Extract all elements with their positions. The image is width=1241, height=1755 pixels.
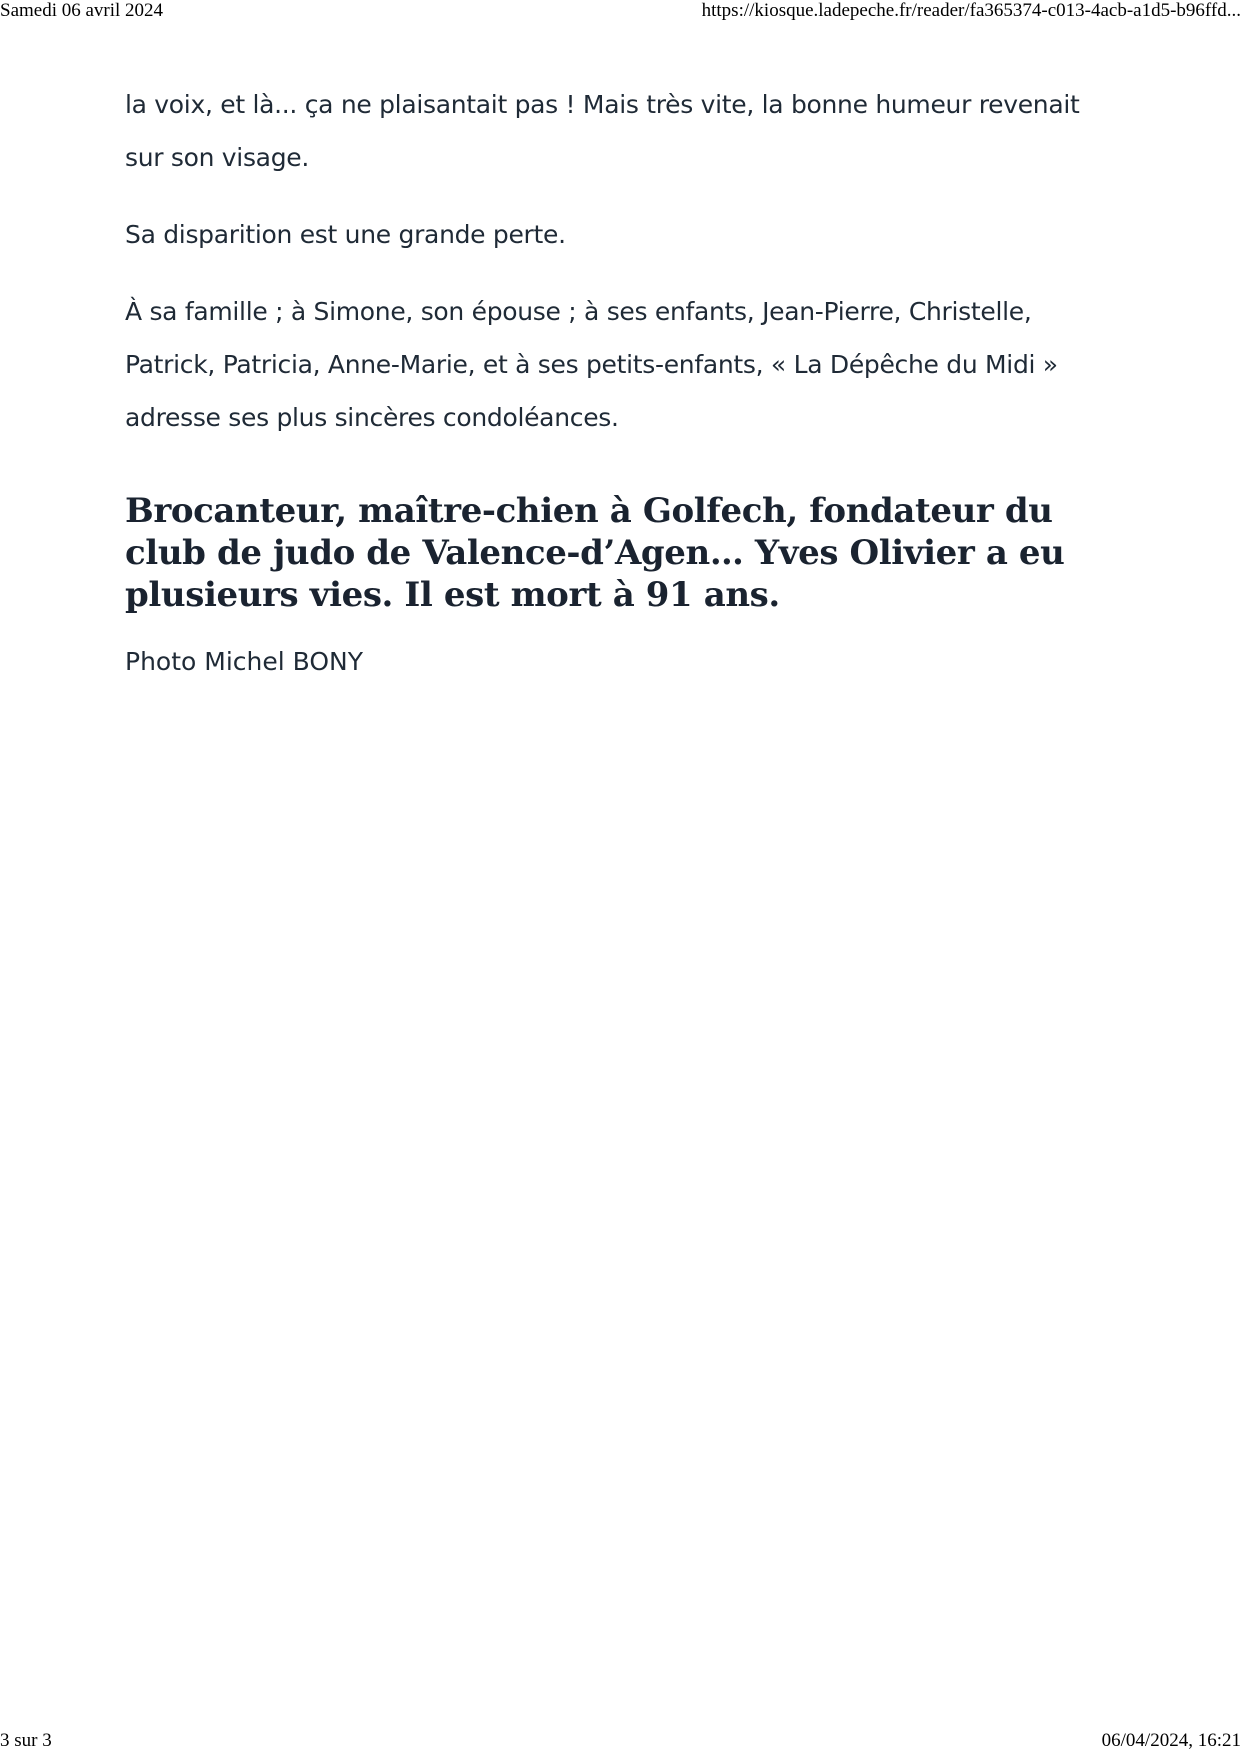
article-paragraph-continued: la voix, et là... ça ne plaisantait pas ! Mais très vite, la bonne humeur revenait sur son visage.	[125, 90, 1080, 172]
print-footer	[0, 1730, 1241, 1754]
print-header	[0, 0, 1241, 24]
photo-credit: Photo Michel BONY	[125, 647, 364, 676]
photo-headline: Brocanteur, maître-chien à Golfech, fondateur du club de judo de Valence-d’Agen… Yves Olivier a eu plusieurs vies. Il est mort à 91 ans.	[125, 491, 1065, 615]
page-number: 3 sur 3	[0, 1730, 52, 1751]
print-date: Samedi 06 avril 2024	[0, 0, 164, 21]
article-body	[125, 78, 1125, 678]
print-url: https://kiosque.ladepeche.fr/reader/fa365374-c013-4acb-a1d5-b96ffd...	[701, 0, 1241, 21]
article-paragraph-condolences: À sa famille ; à Simone, son épouse ; à ses enfants, Jean-Pierre, Christelle, Patrick, Patricia, Anne-Marie, et à ses petits-enfants, « La Dépêche du Midi » adresse ses plus sincères condoléances.	[125, 297, 1058, 432]
print-timestamp: 06/04/2024, 16:21	[1101, 1730, 1241, 1751]
article-paragraph-loss: Sa disparition est une grande perte.	[125, 220, 566, 249]
